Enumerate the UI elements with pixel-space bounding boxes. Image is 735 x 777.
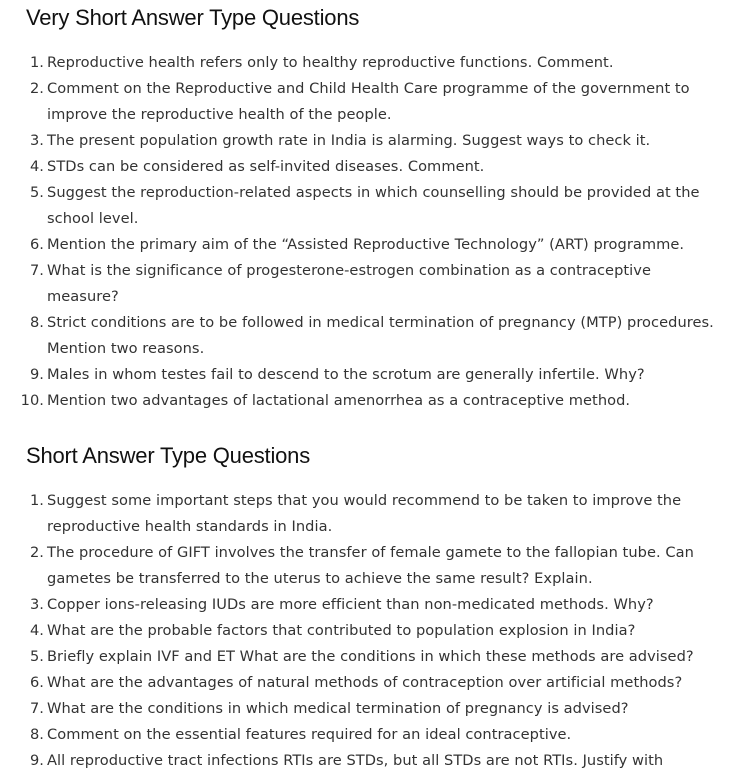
- question-number: 5.: [29, 184, 44, 201]
- question-text: Mention the primary aim of the “Assisted Reproductive Technology” (ART) programme.: [47, 236, 685, 253]
- question-number: 4.: [29, 158, 44, 175]
- question-item: [0, 696, 735, 722]
- question-number: 6.: [29, 236, 44, 253]
- question-item: [0, 722, 735, 748]
- question-item: [0, 128, 735, 154]
- question-item: [0, 670, 735, 696]
- question-number: 1.: [29, 54, 44, 71]
- question-text: Strict conditions are to be followed in medical termination of pregnancy (MTP) procedures. Mention two reasons.: [47, 314, 714, 357]
- question-text: All reproductive tract infections RTIs are STDs, but all STDs are not RTIs. Justify with: [47, 752, 664, 769]
- question-item: [0, 76, 735, 128]
- question-number: 9.: [29, 752, 44, 769]
- question-number: 2.: [29, 80, 44, 97]
- question-item: [0, 258, 735, 310]
- question-item: [0, 50, 735, 76]
- question-item: [0, 310, 735, 362]
- question-number: 8.: [29, 314, 44, 331]
- question-item: [0, 618, 735, 644]
- question-number: 8.: [29, 726, 44, 743]
- question-text: Suggest some important steps that you would recommend to be taken to improve the reproductive health standards in India.: [47, 492, 682, 535]
- question-text: The present population growth rate in India is alarming. Suggest ways to check it.: [47, 132, 651, 149]
- section-title-very-short-answer: Very Short Answer Type Questions: [26, 5, 360, 30]
- question-number: 7.: [29, 700, 44, 717]
- section-title-short-answer: Short Answer Type Questions: [26, 443, 311, 468]
- question-text: Comment on the Reproductive and Child Health Care programme of the government to improve the reproductive health of the people.: [47, 80, 690, 123]
- question-number: 9.: [29, 366, 44, 383]
- question-list-very-short-answer: [0, 50, 735, 414]
- question-text: Males in whom testes fail to descend to the scrotum are generally infertile. Why?: [47, 366, 645, 383]
- question-number: 7.: [29, 262, 44, 279]
- question-number: 3.: [29, 132, 44, 149]
- question-item: [0, 154, 735, 180]
- question-text: STDs can be considered as self-invited diseases. Comment.: [47, 158, 485, 175]
- question-text: Comment on the essential features required for an ideal contraceptive.: [47, 726, 572, 743]
- question-text: Reproductive health refers only to healthy reproductive functions. Comment.: [47, 54, 614, 71]
- question-text: Briefly explain IVF and ET What are the conditions in which these methods are advised?: [47, 648, 694, 665]
- question-number: 1.: [29, 492, 44, 509]
- question-number: 5.: [29, 648, 44, 665]
- question-number: 10.: [20, 392, 44, 409]
- question-item: [0, 488, 735, 540]
- question-list-short-answer: [0, 488, 735, 774]
- question-item: [0, 388, 735, 414]
- question-item: [0, 644, 735, 670]
- question-text: The procedure of GIFT involves the transfer of female gamete to the fallopian tube. Can gametes be transferred to the uterus to achieve the same result? Explain.: [47, 544, 694, 587]
- question-text: What are the conditions in which medical termination of pregnancy is advised?: [47, 700, 629, 717]
- question-number: 4.: [29, 622, 44, 639]
- question-item: [0, 592, 735, 618]
- question-item: [0, 232, 735, 258]
- question-number: 2.: [29, 544, 44, 561]
- question-item: [0, 180, 735, 232]
- question-item: [0, 748, 735, 774]
- question-number: 6.: [29, 674, 44, 691]
- question-text: Copper ions-releasing IUDs are more efficient than non-medicated methods. Why?: [47, 596, 654, 613]
- question-item: [0, 540, 735, 592]
- question-text: Mention two advantages of lactational amenorrhea as a contraceptive method.: [47, 392, 631, 409]
- question-text: What are the advantages of natural methods of contraception over artificial methods?: [47, 674, 683, 691]
- question-text: What are the probable factors that contributed to population explosion in India?: [47, 622, 636, 639]
- question-text: Suggest the reproduction-related aspects in which counselling should be provided at the school level.: [47, 184, 700, 227]
- question-item: [0, 362, 735, 388]
- question-text: What is the significance of progesterone-estrogen combination as a contraceptive measure?: [47, 262, 651, 305]
- question-number: 3.: [29, 596, 44, 613]
